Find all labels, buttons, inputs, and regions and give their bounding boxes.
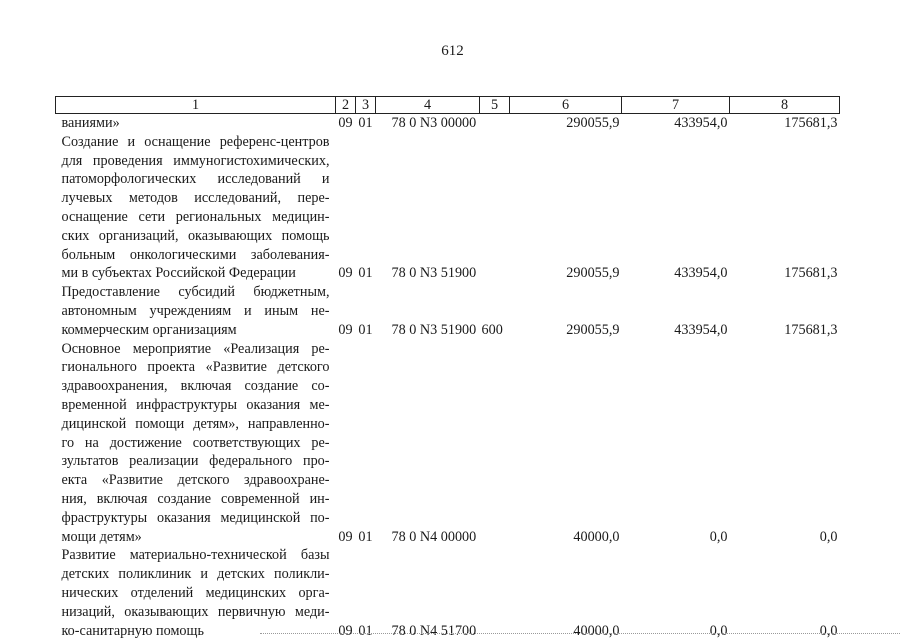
row-name-line: ваниями»	[61, 115, 120, 131]
row-name-cell	[56, 340, 336, 547]
row-name-line: патоморфологических исследований и	[61, 171, 330, 188]
row-name-line: ко-санитарную помощь	[61, 622, 204, 639]
row-subsection-code: 01	[358, 528, 373, 545]
row-amount-year-2: 433954,0	[674, 321, 728, 338]
row-name-line: нических отделений медицинских орга-	[61, 584, 330, 601]
row-name-line: лучевых методов исследований, пере-	[61, 190, 330, 207]
page-number: 612	[441, 43, 464, 59]
budget-table	[55, 96, 840, 640]
row-name-line: ния, включая создание современной ин-	[61, 490, 330, 507]
row-name-line: екта «Развитие детского здравоохране-	[61, 472, 330, 489]
table-row	[56, 283, 840, 339]
row-expense-type-code	[480, 133, 510, 283]
header-col-5: 5	[480, 97, 510, 114]
row-name-line: ми в субъектах Российской Федерации	[61, 265, 296, 282]
row-expense-type-code	[480, 114, 510, 133]
row-section-code: 09	[338, 321, 353, 338]
row-amount-year-2: 0,0	[709, 622, 728, 639]
row-name-line: ских организаций, оказывающих помощь	[61, 227, 330, 244]
row-name-line: го на достижение соответствующих ре-	[61, 434, 330, 451]
table-header	[56, 97, 840, 114]
row-name-line: временной инфраструктуры оказания ме-	[61, 396, 330, 413]
row-amount-year-3: 0,0	[819, 622, 838, 639]
row-name-line: зультатов реализации федерального про-	[61, 453, 330, 470]
row-amount-year-1: 290055,9	[566, 265, 620, 282]
row-name-cell	[56, 133, 336, 283]
row-name-line: Предоставление субсидий бюджетным,	[61, 284, 330, 301]
row-name-line: коммерческим организациям	[61, 321, 237, 338]
header-col-3: 3	[356, 97, 376, 114]
header-col-1: 1	[56, 97, 336, 114]
header-col-7: 7	[622, 97, 730, 114]
row-section-code: 09	[338, 115, 353, 131]
row-amount-year-2: 0,0	[709, 528, 728, 545]
header-col-2: 2	[336, 97, 356, 114]
row-name-line: Развитие материально-технической базы	[61, 547, 330, 564]
row-expense-type-code	[480, 546, 510, 640]
row-amount-year-2: 433954,0	[674, 115, 728, 131]
row-name-line: автономным учреждениям и иным не-	[61, 302, 330, 319]
row-name-line: фраструктуры оказания медицинской по-	[61, 509, 330, 526]
row-amount-year-2: 433954,0	[674, 265, 728, 282]
row-subsection-code: 01	[358, 115, 373, 131]
row-name-cell	[56, 114, 336, 133]
row-subsection-code: 01	[358, 321, 373, 338]
row-section-code: 09	[338, 528, 353, 545]
table-row	[56, 340, 840, 547]
row-target-article-code: 78 0 N4 00000	[391, 528, 477, 545]
row-name-line: больным онкологическими заболевания-	[61, 246, 330, 263]
row-name-line: детских поликлиник и детских поликли-	[61, 566, 330, 583]
row-amount-year-3: 0,0	[819, 528, 838, 545]
header-col-6: 6	[510, 97, 622, 114]
row-amount-year-1: 40000,0	[573, 622, 620, 639]
table-row	[56, 133, 840, 283]
row-amount-year-1: 290055,9	[566, 321, 620, 338]
row-amount-year-3: 175681,3	[784, 265, 838, 282]
row-target-article-code: 78 0 N3 00000	[391, 115, 477, 131]
scan-edge-mark	[260, 633, 900, 636]
row-amount-year-3: 175681,3	[784, 115, 838, 131]
row-name-line: оснащение сети региональных медицин-	[61, 208, 330, 225]
row-name-line: гионального проекта «Развитие детского	[61, 359, 330, 376]
row-target-article-code: 78 0 N4 51700	[391, 622, 477, 639]
row-name-line: мощи детям»	[61, 528, 142, 545]
row-expense-type-code	[480, 340, 510, 547]
table-row	[56, 114, 840, 133]
row-amount-year-1: 40000,0	[573, 528, 620, 545]
row-subsection-code: 01	[358, 265, 373, 282]
row-name-line: дицинской помощи детям», направленно-	[61, 415, 330, 432]
row-target-article-code: 78 0 N3 51900	[391, 265, 477, 282]
row-section-code: 09	[338, 265, 353, 282]
row-amount-year-3: 175681,3	[784, 321, 838, 338]
row-name-cell	[56, 546, 336, 640]
row-name-cell	[56, 283, 336, 339]
row-amount-year-1: 290055,9	[566, 115, 620, 131]
row-section-code: 09	[338, 622, 353, 639]
header-row	[56, 97, 840, 114]
row-name-line: Создание и оснащение референс-центров	[61, 133, 330, 150]
row-name-line: Основное мероприятие «Реализация ре-	[61, 340, 330, 357]
row-subsection-code: 01	[358, 622, 373, 639]
header-col-8: 8	[730, 97, 840, 114]
row-name-line: низаций, оказывающих первичную меди-	[61, 603, 330, 620]
row-expense-type-code: 600	[481, 321, 503, 338]
table-body	[56, 114, 840, 640]
row-name-line: здравоохранения, включая создание со-	[61, 378, 330, 395]
row-target-article-code: 78 0 N3 51900	[391, 321, 477, 338]
header-col-4: 4	[376, 97, 480, 114]
table-row	[56, 546, 840, 640]
row-name-line: для проведения иммуногистохимических,	[61, 152, 330, 169]
